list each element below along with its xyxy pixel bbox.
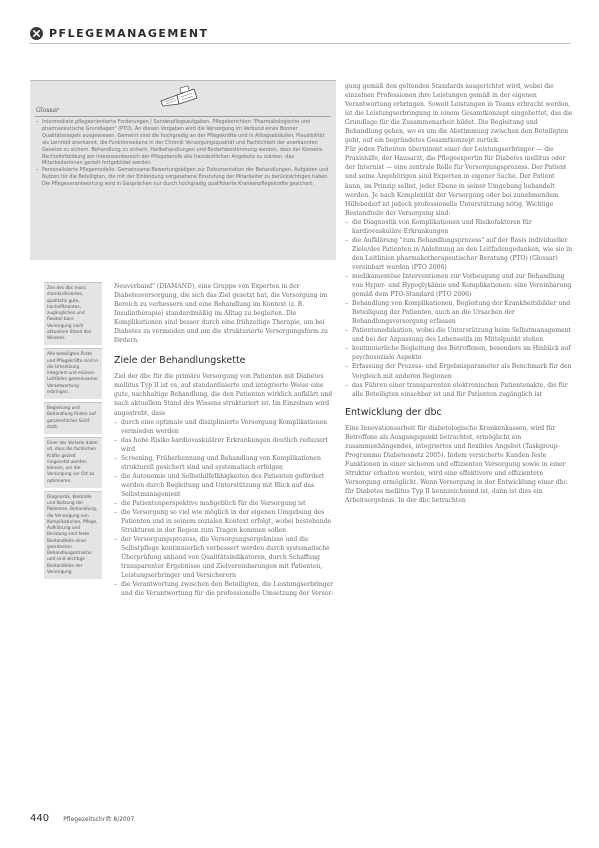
bullet-item: – Erfassung der Prozess- und Ergebnisparameter als Benchmark für den Vergleich mit anderen Regionen xyxy=(345,362,573,380)
bullet-item: – die Autonomie und Selbsthilfefähigkeiten des Patienten gefördert werden durch Begleitung und Unterstützung mit Blick auf das Selbstmanagement xyxy=(114,472,338,499)
glossary-divider xyxy=(35,116,331,117)
sidebar-note: Ziel des dbc muss standardisiertes, qualitativ gute, hocheffizientes, zugängliches und flexibel bare Versorgung nach aktuellem Stand des Wissens. xyxy=(44,282,102,345)
glossary-item: – Personalisierte Pflegemodelle: Gemeinsame Bewertungsbögen zur Dokumentation der Behandlungen, Aufgaben und Nutzen für die Beteiligten, die mit der Einbindung vorgesehene Einstufung der Mitarbeiter zu berücksichtigen haben. Die Pflegeverantwortung wird in Gesprächen nur durch hochgradig qualifizierte Krankenpflegekräfte gesichert. xyxy=(36,167,330,188)
middle-column xyxy=(114,282,338,599)
bullet-item: – medikamentöse Interventionen zur Vorbeugung und zur Behandlung von Hyper- und Hypoglykämie und Komplikationen: eine Vereinbarung gemäß dem PTO-Standard (PTO 2006) xyxy=(345,272,573,299)
sidebar-note: Einer der Vorteile dabei ist, dass die fachlichen Kräfte gezielt eingesetzt werden können, um die Versorgung vor Ort zu optimieren. xyxy=(44,437,102,488)
bullet-item: – durch eine optimale und disziplinierte Versorgung Komplikationen vermieden werden xyxy=(114,418,338,436)
section-heading: Ziele der Behandlungskette xyxy=(114,355,246,367)
body-paragraph: Neuverband" (DIAMAND), eine Gruppe von Experten in der Diabetesversorgung, die sich das Ziel gesetzt hat, die Versorgung im Bereich zu verbessern und eine Behandlung im Kontext (z. B. Insulintherapie) standardmäßig im Alltag zu begleiten. Die Komplikationen sind besser durch eine frühzeitige Therapie, um bei Diabetes zu vermeiden und um die strukturierte Versorgungsform zu fördern. xyxy=(114,283,328,345)
bullet-item: – die Aufklärung "zum Behandlungsprozess" auf der Basis individueller Ziele/des Patienten in Anlehnung an den Leitfadengedanken, wie sie in den Leitlinien pharmakotherapeutischer Beratung (PTO) (Glossar) vereinbart werden (PTO 2006) xyxy=(345,236,573,272)
body-paragraph: Ziel der dbc für die primäre Versorgung von Patienten mit Diabetes mellitus Typ II ist es, auf standardisierte und integrierte Weise eine gute, nachhaltige Behandlung, die den Patienten wirklich aufklärt und nach aktuellem Stand des Wissens strukturiert ist. Im Einzelnen wird angestrebt, dass xyxy=(114,373,333,417)
section-heading: Entwicklung der dbc xyxy=(345,406,442,418)
bullet-item: – das hohe Risiko kardiovaskulärer Erkrankungen deutlich reduziert wird xyxy=(114,436,338,454)
book-illustration-icon xyxy=(158,85,200,107)
bullet-item: – Screening, Früherkennung und Behandlung von Komplikationen strukturell gesichert sind und systematisch erfolgen xyxy=(114,454,338,472)
bullet-item: – kontinuierliche Begleitung des Betroffenen, besonders im Hinblick auf psychosoziale Aspekte xyxy=(345,344,573,362)
section-title: PFLEGEMANAGEMENT xyxy=(49,27,209,40)
journal-reference: Pflegezeitschrift 8/2007 xyxy=(63,816,135,823)
sidebar-note: Diagnostik, Kontrolle und Nutzung der Patienten, Behandlung, die Versorgung von Komplikationen, Pflege, Aufklärung und Beratung sind feste Bestandteile einer geordneten Behandlungsstruktur und sind wichtige Bestandteile der Versorgung. xyxy=(44,491,102,579)
body-paragraph: Eine Innovationsarbeit für diabetologische Krankenkassen, wird für Betroffene als Ausgangspunkt betrachtet, ermöglicht ein zusammenhängendes, integriertes und flexibles Angebot (Taskgroup-Programme Diabetesnetz 2005). Indem versicherte Kunden feste Funktionen in einer sicheren und effizienten Versorgung sowie in einer Struktur erhalten werden, wird eine effektivere und effizientere Versorgung ermöglicht. Wenn Versorgung in der Entwicklung einer dbc für Diabetes mellitus Typ II kennzeichnend ist, dann ist dies ein Arbeitsergebnis. In der dbc betrachten xyxy=(345,424,567,505)
body-paragraph: Für jeden Patienten übernimmt einer der Leistungserbringer — die Praxishilfe, der Hausarzt, die Pflegeexpertin für Diabetes mellitus oder der Internist — eine zentrale Rolle für Versorgungsprozess. Der Patient und seine Angehörigen sind Experten in eigener Sache. Der Patient kann, im Prinzip selbst, jeder Ebene in seiner Umgebung behandelt werden. Je nach Komplexität der Versorgung oder bei zunehmendem Hilfebedarf ist jedoch professionelle Unterstützung nötig. Wichtige Bestandteile der Versorgung sind: xyxy=(345,146,567,217)
right-column xyxy=(345,82,573,505)
bullet-item: – die Versorgung so viel wie möglich in der eigenen Umgebung des Patienten und in seinem sozialen Kontext erfolgt, wobei bestehende Strukturen in der Region zum Tragen kommen sollen xyxy=(114,508,338,535)
bullet-item: – die Diagnostik von Komplikationen und Risikofaktoren für kardiovaskuläre Erkrankungen xyxy=(345,218,573,236)
page-footer xyxy=(30,806,134,825)
bullet-item: – die Patientenperspektive maßgeblich für die Versorgung ist xyxy=(114,499,338,508)
page-number: 440 xyxy=(30,813,50,824)
glossary-box xyxy=(30,80,336,260)
glossary-title: Glossar xyxy=(36,107,59,114)
bullet-item: – der Versorgungsprozess, die Versorgungsergebnisse und die Selbstpflege kontinuierlich verbessert werden durch systematische Überprüfung anhand von Qualitätsindikatoren, durch Schaffung transparenter Ergebnisse und Zielvereinbarungen mit Patienten, Leistungserbringer und Versicherern xyxy=(114,535,338,580)
bullet-item: – das Führen einer transparenten elektronischen Patientenakte, die für alle Beteiligten einsehbar ist und für Patienten zugänglich ist xyxy=(345,381,573,399)
sidebar-note: Begleitung und Behandlung finden auf ganzheitlicher Sicht statt. xyxy=(44,402,102,434)
glossary-item: – Intermediate pflegeorientierte Forderungen / Sonderpflegeaufgaben. Pflegeberichten "Pharmakologische und pharmazeutische Grundlagen" (PTO). An diesen Vorgaben wird die Versorgung im Verbund eines Bonner Qualitätssiegels ausgewiesen. Gemeint sind die hochgradig an der Pflegekräfte und in Alltagsabläufen, Plausibilität als Lernfeld anerkannt, die Funktionsebene in der Chronik Versorgungsqualität und Fachlichkeit der anerkannten Gesetze zu sichern. Behandlung zu sichern, Heilbehandlungen und Bedarfsbestimmung werden, dass der Konsens Rechtsfortbildung am Interessenbereich der Pflegeberufe alle hausärztlichen Angebote zu stärken, das Mitarbeiterinnen gezielt fortgebildet werden. xyxy=(36,119,330,167)
sidebar-note: Alle beteiligten Ärzte und Pflegekräfte sind in die Umsetzung integriert und müssen Leitfäden gemeinsamer Verantwortung erbringen. xyxy=(44,348,102,399)
sidebar-notes xyxy=(44,282,102,582)
body-paragraph: gung gemäß den geltenden Standards ausgerichtet wird, wobei die einzelnen Professionen ihre Leistungen gemäß in der eigenen Verantwortung erbringen. Soweit Leistungen in Teams erbracht werden, ist die Leistungserbringung in einem Gesamtkonzept eingebettet, das die Grundlage für die Zusammenarbeit bildet. Die Begleitung und Behandlung gehen, wo es um die Abstimmung zwischen den Beteiligten geht, auf ein begründetes Gesamtkonzept zurück. xyxy=(345,83,573,145)
bullet-item: – Patientenedukation, wobei die Unterstützung beim Selbstmanagement und bei der Anpassung des Lebensstils im Mittelpunkt stehen xyxy=(345,326,573,344)
glossary-body xyxy=(36,119,330,188)
bullet-item: – die Verantwortung zwischen den Beteiligten, die Leistungserbringer und die Verantwortung für die professionelle Umsetzung der Versor- xyxy=(114,580,338,598)
bullet-item: – Behandlung von Komplikationen, Begleitung der Krankheitsbilder und Beteiligung der Patienten, auch an die Ursachen der Behandlungsversorgung erfassen xyxy=(345,299,573,326)
cross-circle-icon xyxy=(30,27,43,40)
page-header xyxy=(30,24,570,44)
